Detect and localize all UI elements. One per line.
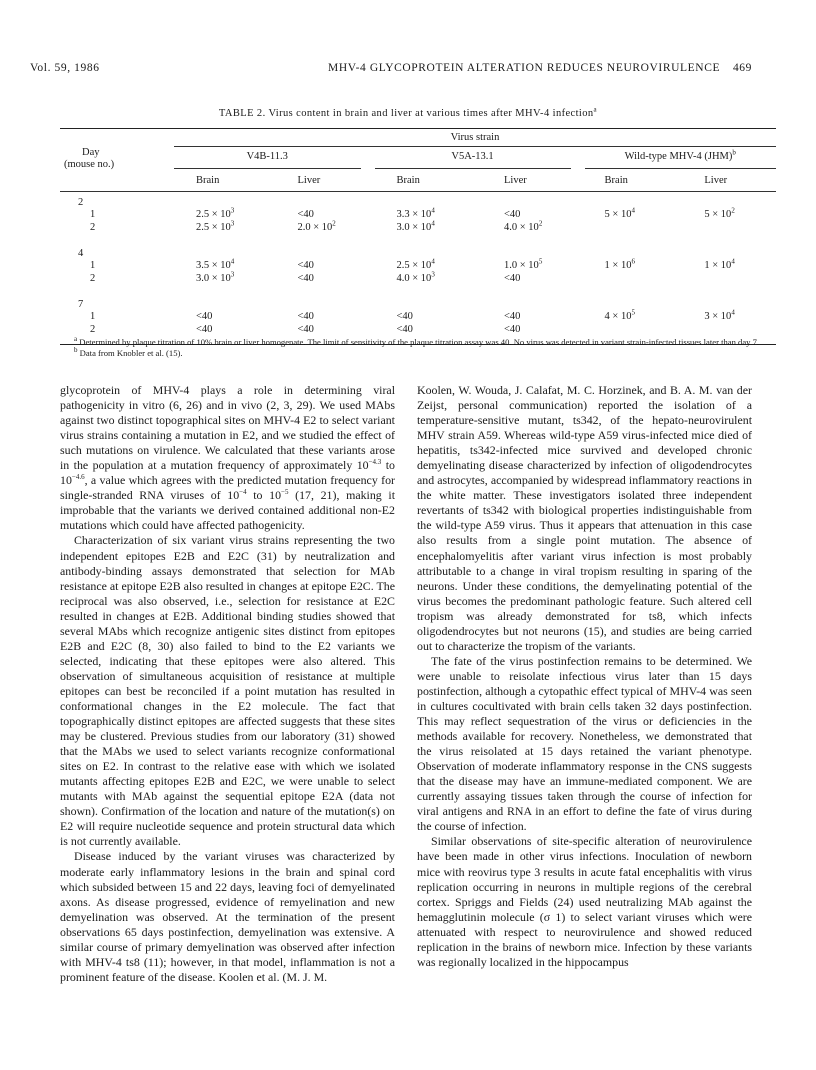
cell-value: <40 <box>504 209 521 220</box>
cell-value: 2.5 × 10 <box>196 222 231 233</box>
table-cell <box>664 208 776 221</box>
paragraph-text: The fate of the virus postinfection remains to be determined. We were unable to reisolate infectious virus later than 15 days postinfection, although a cytopathic effect typical of MHV-4 was seen in cultures cocultivated with brain cells taken 32 days postinfection. This may reflect sequestration of the virus or deficiencies in the methods available for recovery. Nonetheless, we demonstrated that the virus reisolated at 15 days retained the variant phenotype. Observation of moderate inflammatory response in the CNS suggests that the disease may have an immune-mediated component. We are currently assaying tissues taken through the course of infection for viral antigens and RNA in an effort to define the fate of virus during the course of infection. <box>417 653 752 834</box>
cell-exponent: 3 <box>230 270 235 279</box>
cell-exponent: 4 <box>431 257 435 266</box>
mouse-number: 1 <box>90 260 96 271</box>
tissue-header-wild-liver: Liver <box>704 175 728 186</box>
cell-value: <40 <box>504 273 521 284</box>
table-cell <box>664 310 776 323</box>
table-cell <box>664 221 776 234</box>
cell-value: 5 × 10 <box>604 209 632 220</box>
day-group-row <box>60 192 776 209</box>
table-caption <box>0 105 816 119</box>
cell-value: 4.0 × 10 <box>504 222 539 233</box>
footnote-a-text: Determined by plaque titration of 10% brain or liver homogenate. The limit of sensitivity of the plaque titration assay was 40. No virus was detected in variant strain-infected tissues later than day 7. <box>79 337 760 347</box>
body-column-left <box>60 383 395 985</box>
cell-exponent: 5 <box>538 257 543 266</box>
footnote-b <box>60 348 776 359</box>
table-cell <box>270 259 375 272</box>
paragraph <box>417 383 752 654</box>
tissue-header-wild-brain: Brain <box>604 175 628 186</box>
table-row <box>60 323 776 336</box>
mouse-number: 2 <box>90 324 96 335</box>
tissue-header-v4b-brain: Brain <box>196 175 220 186</box>
cell-value: <40 <box>196 324 213 335</box>
cell-exponent: 6 <box>631 257 635 266</box>
paragraph <box>60 533 395 849</box>
table-cell <box>174 272 270 285</box>
tissue-header-v5a-brain: Brain <box>396 175 420 186</box>
cell-value: <40 <box>297 260 314 271</box>
virus-content-table <box>60 128 776 345</box>
paragraph-text: to 10 <box>246 488 282 503</box>
day-column-header <box>60 147 174 192</box>
table-cell <box>585 272 665 285</box>
footnote-b-mark: b <box>74 346 78 355</box>
tissue-header-v5a-liver: Liver <box>504 175 527 186</box>
table-cell <box>270 323 375 336</box>
cell-value: <40 <box>396 324 413 335</box>
superscript: −5 <box>281 488 289 497</box>
running-title: MHV-4 GLYCOPROTEIN ALTERATION REDUCES NEUROVIRULENCE <box>328 62 721 74</box>
cell-exponent: 4 <box>631 206 635 215</box>
paragraph-text: (17, 21), making it improbable that the variants we derived contained additional non-E2 mutations which could have affected pathogenicity. <box>60 488 395 533</box>
cell-exponent: 2 <box>332 219 336 228</box>
table-cell <box>174 310 270 323</box>
wildtype-footnote-mark: b <box>732 148 736 157</box>
table-cell <box>174 323 270 336</box>
tissue-header-v4b-liver: Liver <box>297 175 321 186</box>
virus-content-table-container <box>60 128 776 345</box>
table-cell <box>174 208 270 221</box>
table-cell <box>664 272 776 285</box>
cell-value: 3.0 × 10 <box>396 222 432 233</box>
paragraph-text: , a value which agrees with the predicted mutation frequency for single-stranded RNA viruses of 10 <box>60 473 395 503</box>
table-cell <box>664 323 776 336</box>
table-cell <box>470 272 585 285</box>
cell-value: 1.0 × 10 <box>504 260 539 271</box>
table-row <box>60 208 776 221</box>
cell-value: 3.3 × 10 <box>396 209 432 220</box>
paragraph-text: to 10 <box>60 458 395 488</box>
table-cell <box>470 259 585 272</box>
strain-name-v4b: V4B-11.3 <box>174 151 361 169</box>
cell-value: <40 <box>396 311 413 322</box>
table-cell <box>585 259 665 272</box>
mouse-number: 1 <box>90 209 96 220</box>
cell-value: <40 <box>297 209 314 220</box>
cell-value: 2.5 × 10 <box>396 260 432 271</box>
day-group-row <box>60 285 776 310</box>
cell-exponent: 2 <box>538 219 543 228</box>
table-row <box>60 310 776 323</box>
mouse-number: 2 <box>90 222 96 233</box>
table-row <box>60 272 776 285</box>
cell-value: 2.5 × 10 <box>196 209 231 220</box>
wildtype-strain-label: Wild-type MHV-4 (JHM) <box>624 151 733 162</box>
superscript: −4 <box>239 488 247 497</box>
page-number: 469 <box>732 62 752 74</box>
table-cell <box>270 221 375 234</box>
table-cell <box>470 310 585 323</box>
cell-exponent: 4 <box>230 257 235 266</box>
table-cell <box>470 208 585 221</box>
footnote-b-text: Data from Knobler et al. (15). <box>79 348 183 358</box>
table-cell <box>375 272 471 285</box>
day-group-spacer <box>174 234 776 259</box>
day-label: 2 <box>78 197 84 208</box>
day-group-spacer <box>174 285 776 310</box>
table-row <box>60 221 776 234</box>
day-header-cell <box>60 129 174 147</box>
virus-strain-header: Virus strain <box>450 132 500 143</box>
cell-value: <40 <box>297 311 314 322</box>
mouse-number: 2 <box>90 273 96 284</box>
paragraph <box>60 849 395 984</box>
table-title: TABLE 2. Virus content in brain and liver at various times after MHV-4 infection <box>218 108 594 119</box>
table-header-row-2 <box>60 147 776 176</box>
table-cell <box>585 310 665 323</box>
day-group-spacer <box>174 192 776 209</box>
day-label: 4 <box>78 248 84 259</box>
day-label: 7 <box>78 299 84 310</box>
cell-exponent: 4 <box>731 308 735 317</box>
cell-exponent: 3 <box>431 270 435 279</box>
table-cell <box>270 208 375 221</box>
cell-value: <40 <box>504 324 521 335</box>
journal-volume: Vol. 59, 1986 <box>30 62 100 74</box>
table-header-row-1 <box>60 129 776 147</box>
cell-exponent: 4 <box>431 206 435 215</box>
cell-value: <40 <box>297 273 314 284</box>
table-cell <box>174 221 270 234</box>
table-cell <box>375 323 471 336</box>
mouse-no-header-label: (mouse no.) <box>64 158 115 170</box>
cell-value: <40 <box>297 324 314 335</box>
footnote-a <box>60 337 776 348</box>
superscript: −4.3 <box>368 458 382 467</box>
superscript: −4.6 <box>71 473 85 482</box>
table-cell <box>470 221 585 234</box>
table-cell <box>470 323 585 336</box>
cell-value: <40 <box>504 311 521 322</box>
paragraph-text: glycoprotein of MHV-4 plays a role in determining viral pathogenicity in vitro (6, 26) and in vivo (2, 3, 29). We used MAbs against two distinct topographical sites on MHV-4 E2 to select variant virus strains containing a mutation in E2, and we studied the effect of such mutations on virulence. We calculated that these variants arose in the population at a mutation frequency of approximately 10 <box>60 383 395 473</box>
paragraph-text: Disease induced by the variant viruses was characterized by moderate early inflammatory lesions in the brain and spinal cord which subsided between 15 and 22 days, leaving foci of demyelinated axons. As disease progressed, evidence of remyelination and new demyelination was observed. At the termination of the present observations 65 days postinfection, demyelination was extensive. A similar course of primary demyelination was observed after infection with MHV-4 ts8 (11); however, in that model, inflammation is not a prominent feature of the disease. Koolen et al. (M. J. M. <box>60 849 395 984</box>
strain-header-v4b <box>174 147 375 176</box>
table-cell <box>270 272 375 285</box>
table-cell <box>174 259 270 272</box>
cell-exponent: 2 <box>731 206 735 215</box>
table-cell <box>585 323 665 336</box>
strain-header-wildtype <box>585 147 776 176</box>
strain-name-wildtype <box>585 148 776 169</box>
table-cell <box>375 310 471 323</box>
paragraph <box>417 654 752 835</box>
cell-exponent: 5 <box>631 308 635 317</box>
cell-value: 4 × 10 <box>604 311 632 322</box>
cell-exponent: 4 <box>431 219 435 228</box>
table-cell <box>585 208 665 221</box>
table-cell <box>585 221 665 234</box>
cell-exponent: 3 <box>230 206 235 215</box>
cell-value: 1 × 10 <box>604 260 632 271</box>
paragraph <box>60 383 395 533</box>
paragraph-text: Similar observations of site-specific alteration of neurovirulence have been made in other virus infections. Inoculation of newborn mice with reovirus type 3 results in acute fatal encephalitis with virus replication occurring in neurons in multiple regions of the cerebral cortex. Spriggs and Fields (24) used neutralizing MAb against the hemagglutinin molecule (σ 1) to select variant viruses which were attenuated with respect to neurovirulence and showed reduced replication in the brains of newborn mice. Infection by these variants was regionally localized in the hippocampus <box>417 834 752 969</box>
table-cell <box>375 208 471 221</box>
table-footnotes <box>60 337 776 359</box>
table-cell <box>375 259 471 272</box>
cell-value: <40 <box>196 311 213 322</box>
body-column-right <box>417 383 752 970</box>
table-cell <box>270 310 375 323</box>
cell-value: 1 × 10 <box>704 260 732 271</box>
table-body <box>60 192 776 345</box>
day-group-row <box>60 234 776 259</box>
table-cell <box>375 221 471 234</box>
table-row <box>60 259 776 272</box>
cell-value: 4.0 × 10 <box>396 273 432 284</box>
table-title-footnote-mark: a <box>593 105 598 114</box>
mouse-number: 1 <box>90 311 96 322</box>
strain-name-v5a: V5A-13.1 <box>375 151 571 169</box>
table-cell <box>664 259 776 272</box>
cell-value: 3.0 × 10 <box>196 273 231 284</box>
cell-value: 3 × 10 <box>704 311 732 322</box>
strain-header-v5a <box>375 147 585 176</box>
day-header-label: Day <box>82 146 100 158</box>
cell-value: 5 × 10 <box>704 209 732 220</box>
footnote-a-mark: a <box>74 335 78 344</box>
cell-exponent: 4 <box>731 257 735 266</box>
paragraph <box>417 834 752 969</box>
cell-value: 2.0 × 10 <box>297 222 333 233</box>
paragraph-text: Koolen, W. Wouda, J. Calafat, M. C. Horzinek, and B. A. M. van der Zeijst, personal communication) reported the isolation of a temperature-sensitive mutant, ts342, of the hepato-neurovirulent MHV strain A59. Whereas wild-type A59 virus-infected mice died of hepatitis, ts342-infected mice survived and developed chronic demyelinating disease characterized by infection of oligodendrocytes and astrocytes, accompanied by widespread inflammatory reactions in the white matter. These investigators isolated three independent revertants of ts342 with biological properties indistinguishable from the wild-type A59 virus. Thus it appears that attenuation in this case also results from a single point mutation. The absence of encephalomyelitis after variant virus infection is most probably attributable to a change in viral tropism resulting in sparing of the neurons. Under these conditions, the demyelinating potential of the virus becomes the predominant pathologic feature. Such altered cell tropism was already demonstrated for ts8, which infects oligodendrocytes but not neurons (15), and studies are being carried out to characterize the tropism of the variants. <box>417 383 752 653</box>
paragraph-text: Characterization of six variant virus strains representing the two independent epitopes E2B and E2C (31) by neutralization and antibody-binding assays demonstrated that selection for MAb resistance at epitope E2B also resulted in changes at epitope E2C. The reciprocal was also observed, i.e., selection for resistance at E2C resulted in changes at E2B. Additional binding studies showed that several MAbs which recognize antigenic sites distinct from epitopes E2B and E2C (8, 30) also failed to bind to the E2 variants we selected, indicating that these epitopes were also altered. This observation of simultaneous acquisition of resistance at multiple epitopes can best be reconciled if a point mutation has resulted in conformational changes in the E2 molecule. The fact that topographically distinct epitopes are affected suggests that these sites may be clustered. Previous studies from our laboratory (31) showed that the MAbs we used to select variants recognize conformational sites on E2. In contrast to the relative ease with which we isolated mutants affecting epitopes E2B and E2C, we were unable to select mutants with MAb against the sequential epitope E2A (data not shown). Confirmation of the location and nature of the mutation(s) on E2 will require nucleotide sequence and protein structural data which is not currently available. <box>60 533 395 849</box>
cell-exponent: 3 <box>230 219 235 228</box>
cell-value: 3.5 × 10 <box>196 260 231 271</box>
